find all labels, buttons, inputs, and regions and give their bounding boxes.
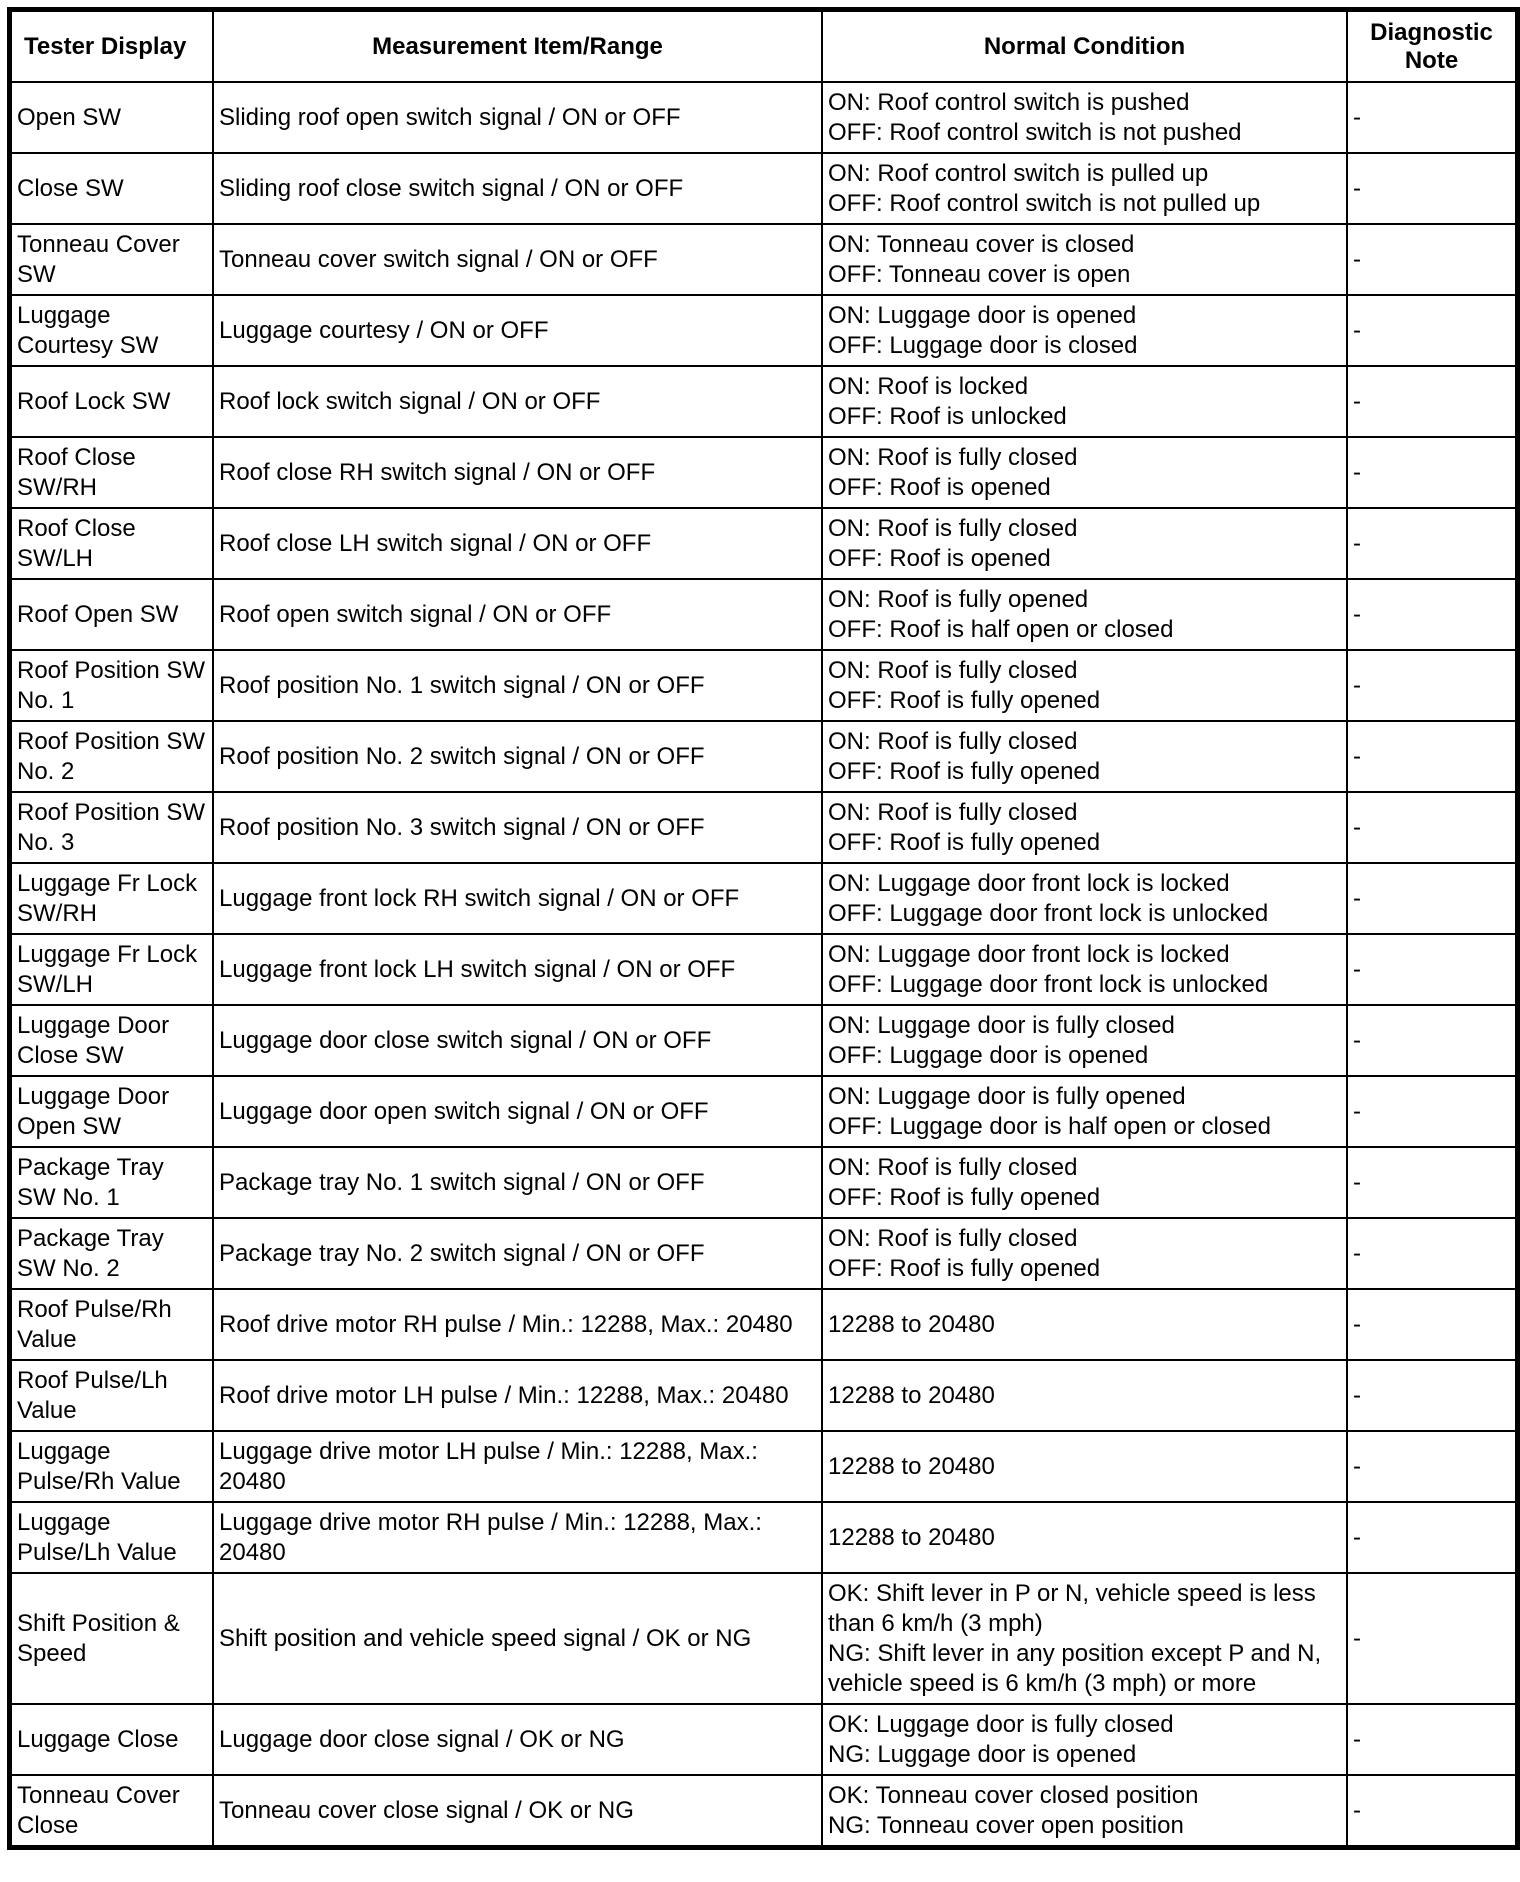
cell-measurement: Shift position and vehicle speed signal / OK or NG xyxy=(213,1573,822,1704)
cell-diagnostic-note: - xyxy=(1347,437,1516,508)
table-row xyxy=(11,1289,1516,1360)
cell-tester-display: Roof Position SW No. 1 xyxy=(11,650,213,721)
table-row xyxy=(11,224,1516,295)
cell-tester-display: Roof Close SW/RH xyxy=(11,437,213,508)
cell-measurement: Roof drive motor RH pulse / Min.: 12288, Max.: 20480 xyxy=(213,1289,822,1360)
normal-condition-line: ON: Luggage door front lock is locked xyxy=(828,869,1230,897)
cell-diagnostic-note: - xyxy=(1347,721,1516,792)
cell-measurement: Roof drive motor LH pulse / Min.: 12288, Max.: 20480 xyxy=(213,1360,822,1431)
normal-condition-line: OFF: Luggage door front lock is unlocked xyxy=(828,899,1269,927)
table-row xyxy=(11,1573,1516,1704)
cell-diagnostic-note: - xyxy=(1347,153,1516,224)
header-tester-display: Tester Display xyxy=(11,11,213,82)
header-measurement: Measurement Item/Range xyxy=(213,11,822,82)
cell-normal-condition xyxy=(822,437,1347,508)
cell-normal-condition xyxy=(822,366,1347,437)
cell-measurement: Roof position No. 2 switch signal / ON or OFF xyxy=(213,721,822,792)
normal-condition-line: NG: Luggage door is opened xyxy=(828,1740,1137,1768)
cell-tester-display: Luggage Pulse/Rh Value xyxy=(11,1431,213,1502)
cell-diagnostic-note: - xyxy=(1347,295,1516,366)
cell-diagnostic-note: - xyxy=(1347,1573,1516,1704)
cell-diagnostic-note: - xyxy=(1347,1704,1516,1775)
normal-condition-line: ON: Luggage door is fully closed xyxy=(828,1011,1175,1039)
cell-measurement: Tonneau cover close signal / OK or NG xyxy=(213,1775,822,1846)
normal-condition-line: 12288 to 20480 xyxy=(828,1523,995,1551)
table-row xyxy=(11,1775,1516,1846)
normal-condition-line: ON: Luggage door front lock is locked xyxy=(828,940,1230,968)
normal-condition-line: OFF: Roof is fully opened xyxy=(828,1183,1101,1211)
normal-condition-line: OFF: Roof is half open or closed xyxy=(828,615,1174,643)
cell-measurement: Luggage drive motor LH pulse / Min.: 12288, Max.: 20480 xyxy=(213,1431,822,1502)
normal-condition-line: OK: Tonneau cover closed position xyxy=(828,1781,1199,1809)
table-row xyxy=(11,508,1516,579)
normal-condition-line: NG: Shift lever in any position except P and N, vehicle speed is 6 km/h (3 mph) or more xyxy=(828,1639,1322,1697)
cell-measurement: Luggage door open switch signal / ON or OFF xyxy=(213,1076,822,1147)
cell-tester-display: Luggage Pulse/Lh Value xyxy=(11,1502,213,1573)
cell-tester-display: Package Tray SW No. 1 xyxy=(11,1147,213,1218)
cell-measurement: Roof lock switch signal / ON or OFF xyxy=(213,366,822,437)
normal-condition-line: ON: Roof is fully closed xyxy=(828,1224,1078,1252)
cell-diagnostic-note: - xyxy=(1347,792,1516,863)
cell-diagnostic-note: - xyxy=(1347,1775,1516,1846)
cell-diagnostic-note: - xyxy=(1347,366,1516,437)
cell-normal-condition xyxy=(822,792,1347,863)
cell-diagnostic-note: - xyxy=(1347,82,1516,153)
table-row xyxy=(11,295,1516,366)
cell-measurement: Roof close LH switch signal / ON or OFF xyxy=(213,508,822,579)
cell-diagnostic-note: - xyxy=(1347,1502,1516,1573)
normal-condition-line: OFF: Luggage door is opened xyxy=(828,1041,1149,1069)
normal-condition-line: ON: Roof is fully closed xyxy=(828,798,1078,826)
cell-diagnostic-note: - xyxy=(1347,650,1516,721)
cell-diagnostic-note: - xyxy=(1347,1076,1516,1147)
normal-condition-line: ON: Luggage door is fully opened xyxy=(828,1082,1186,1110)
cell-measurement: Sliding roof open switch signal / ON or OFF xyxy=(213,82,822,153)
table-row xyxy=(11,437,1516,508)
normal-condition-line: OFF: Roof is fully opened xyxy=(828,686,1101,714)
cell-tester-display: Luggage Fr Lock SW/RH xyxy=(11,863,213,934)
normal-condition-line: ON: Tonneau cover is closed xyxy=(828,230,1135,258)
table-row xyxy=(11,650,1516,721)
cell-normal-condition xyxy=(822,508,1347,579)
cell-measurement: Roof position No. 3 switch signal / ON or OFF xyxy=(213,792,822,863)
header-diagnostic-note: Diagnostic Note xyxy=(1347,11,1516,82)
table-row xyxy=(11,1218,1516,1289)
normal-condition-line: OFF: Luggage door is half open or closed xyxy=(828,1112,1271,1140)
cell-tester-display: Roof Close SW/LH xyxy=(11,508,213,579)
normal-condition-line: OFF: Roof is opened xyxy=(828,544,1051,572)
normal-condition-line: OFF: Luggage door is closed xyxy=(828,331,1138,359)
cell-measurement: Tonneau cover switch signal / ON or OFF xyxy=(213,224,822,295)
cell-measurement: Roof close RH switch signal / ON or OFF xyxy=(213,437,822,508)
table-row xyxy=(11,82,1516,153)
table-row xyxy=(11,721,1516,792)
normal-condition-line: ON: Roof control switch is pulled up xyxy=(828,159,1209,187)
cell-measurement: Roof position No. 1 switch signal / ON or OFF xyxy=(213,650,822,721)
cell-normal-condition xyxy=(822,1775,1347,1846)
cell-diagnostic-note: - xyxy=(1347,863,1516,934)
table-row xyxy=(11,1704,1516,1775)
cell-normal-condition xyxy=(822,1502,1347,1573)
table-body xyxy=(11,82,1516,1846)
data-table-frame xyxy=(7,7,1520,1850)
cell-measurement: Luggage courtesy / ON or OFF xyxy=(213,295,822,366)
cell-normal-condition xyxy=(822,153,1347,224)
normal-condition-line: ON: Roof is locked xyxy=(828,372,1029,400)
cell-tester-display: Roof Position SW No. 3 xyxy=(11,792,213,863)
cell-normal-condition xyxy=(822,1431,1347,1502)
normal-condition-line: ON: Roof is fully closed xyxy=(828,656,1078,684)
cell-tester-display: Luggage Courtesy SW xyxy=(11,295,213,366)
cell-normal-condition xyxy=(822,82,1347,153)
cell-tester-display: Package Tray SW No. 2 xyxy=(11,1218,213,1289)
cell-normal-condition xyxy=(822,1218,1347,1289)
cell-tester-display: Luggage Door Open SW xyxy=(11,1076,213,1147)
cell-normal-condition xyxy=(822,934,1347,1005)
cell-diagnostic-note: - xyxy=(1347,1005,1516,1076)
cell-normal-condition xyxy=(822,863,1347,934)
cell-diagnostic-note: - xyxy=(1347,1147,1516,1218)
cell-measurement: Luggage drive motor RH pulse / Min.: 12288, Max.: 20480 xyxy=(213,1502,822,1573)
normal-condition-line: 12288 to 20480 xyxy=(828,1452,995,1480)
cell-normal-condition xyxy=(822,224,1347,295)
cell-normal-condition xyxy=(822,721,1347,792)
normal-condition-line: OK: Luggage door is fully closed xyxy=(828,1710,1174,1738)
cell-normal-condition xyxy=(822,1147,1347,1218)
cell-tester-display: Open SW xyxy=(11,82,213,153)
table-row xyxy=(11,1360,1516,1431)
cell-normal-condition xyxy=(822,650,1347,721)
table-row xyxy=(11,1431,1516,1502)
cell-normal-condition xyxy=(822,1289,1347,1360)
cell-tester-display: Roof Pulse/Lh Value xyxy=(11,1360,213,1431)
cell-tester-display: Roof Open SW xyxy=(11,579,213,650)
table-row xyxy=(11,1005,1516,1076)
normal-condition-line: OFF: Luggage door front lock is unlocked xyxy=(828,970,1269,998)
cell-diagnostic-note: - xyxy=(1347,579,1516,650)
cell-normal-condition xyxy=(822,1005,1347,1076)
table-row xyxy=(11,792,1516,863)
normal-condition-line: ON: Roof is fully closed xyxy=(828,1153,1078,1181)
normal-condition-line: ON: Luggage door is opened xyxy=(828,301,1137,329)
cell-tester-display: Luggage Close xyxy=(11,1704,213,1775)
cell-tester-display: Tonneau Cover Close xyxy=(11,1775,213,1846)
cell-diagnostic-note: - xyxy=(1347,1218,1516,1289)
cell-normal-condition xyxy=(822,1360,1347,1431)
normal-condition-line: ON: Roof is fully closed xyxy=(828,443,1078,471)
cell-tester-display: Shift Position & Speed xyxy=(11,1573,213,1704)
normal-condition-line: NG: Tonneau cover open position xyxy=(828,1811,1184,1839)
normal-condition-line: ON: Roof is fully opened xyxy=(828,585,1089,613)
normal-condition-line: ON: Roof is fully closed xyxy=(828,514,1078,542)
cell-normal-condition xyxy=(822,1704,1347,1775)
cell-tester-display: Close SW xyxy=(11,153,213,224)
normal-condition-line: OFF: Roof control switch is not pulled up xyxy=(828,189,1261,217)
cell-normal-condition xyxy=(822,1573,1347,1704)
normal-condition-line: 12288 to 20480 xyxy=(828,1310,995,1338)
table-row xyxy=(11,1076,1516,1147)
cell-measurement: Sliding roof close switch signal / ON or OFF xyxy=(213,153,822,224)
cell-measurement: Roof open switch signal / ON or OFF xyxy=(213,579,822,650)
table-row xyxy=(11,366,1516,437)
normal-condition-line: OFF: Roof is opened xyxy=(828,473,1051,501)
cell-tester-display: Roof Pulse/Rh Value xyxy=(11,1289,213,1360)
normal-condition-line: OFF: Tonneau cover is open xyxy=(828,260,1131,288)
normal-condition-line: OFF: Roof control switch is not pushed xyxy=(828,118,1242,146)
cell-tester-display: Luggage Fr Lock SW/LH xyxy=(11,934,213,1005)
table-row xyxy=(11,1147,1516,1218)
table-row xyxy=(11,1502,1516,1573)
table-row xyxy=(11,579,1516,650)
table-row xyxy=(11,153,1516,224)
cell-measurement: Package tray No. 2 switch signal / ON or OFF xyxy=(213,1218,822,1289)
cell-measurement: Luggage front lock RH switch signal / ON or OFF xyxy=(213,863,822,934)
cell-measurement: Package tray No. 1 switch signal / ON or OFF xyxy=(213,1147,822,1218)
table-row xyxy=(11,863,1516,934)
cell-normal-condition xyxy=(822,295,1347,366)
normal-condition-line: 12288 to 20480 xyxy=(828,1381,995,1409)
cell-measurement: Luggage door close switch signal / ON or OFF xyxy=(213,1005,822,1076)
cell-tester-display: Luggage Door Close SW xyxy=(11,1005,213,1076)
normal-condition-line: OFF: Roof is unlocked xyxy=(828,402,1067,430)
normal-condition-line: OFF: Roof is fully opened xyxy=(828,1254,1101,1282)
cell-normal-condition xyxy=(822,1076,1347,1147)
data-list-table xyxy=(10,10,1517,1847)
cell-tester-display: Roof Lock SW xyxy=(11,366,213,437)
cell-diagnostic-note: - xyxy=(1347,1360,1516,1431)
cell-tester-display: Tonneau Cover SW xyxy=(11,224,213,295)
cell-tester-display: Roof Position SW No. 2 xyxy=(11,721,213,792)
normal-condition-line: ON: Roof is fully closed xyxy=(828,727,1078,755)
cell-diagnostic-note: - xyxy=(1347,1431,1516,1502)
cell-diagnostic-note: - xyxy=(1347,224,1516,295)
normal-condition-line: OFF: Roof is fully opened xyxy=(828,757,1101,785)
cell-measurement: Luggage door close signal / OK or NG xyxy=(213,1704,822,1775)
cell-measurement: Luggage front lock LH switch signal / ON or OFF xyxy=(213,934,822,1005)
cell-diagnostic-note: - xyxy=(1347,508,1516,579)
normal-condition-line: OK: Shift lever in P or N, vehicle speed is less than 6 km/h (3 mph) xyxy=(828,1579,1316,1637)
table-row xyxy=(11,934,1516,1005)
header-normal-condition: Normal Condition xyxy=(822,11,1347,82)
cell-normal-condition xyxy=(822,579,1347,650)
header-row xyxy=(11,11,1516,82)
cell-diagnostic-note: - xyxy=(1347,934,1516,1005)
normal-condition-line: ON: Roof control switch is pushed xyxy=(828,88,1190,116)
normal-condition-line: OFF: Roof is fully opened xyxy=(828,828,1101,856)
cell-diagnostic-note: - xyxy=(1347,1289,1516,1360)
